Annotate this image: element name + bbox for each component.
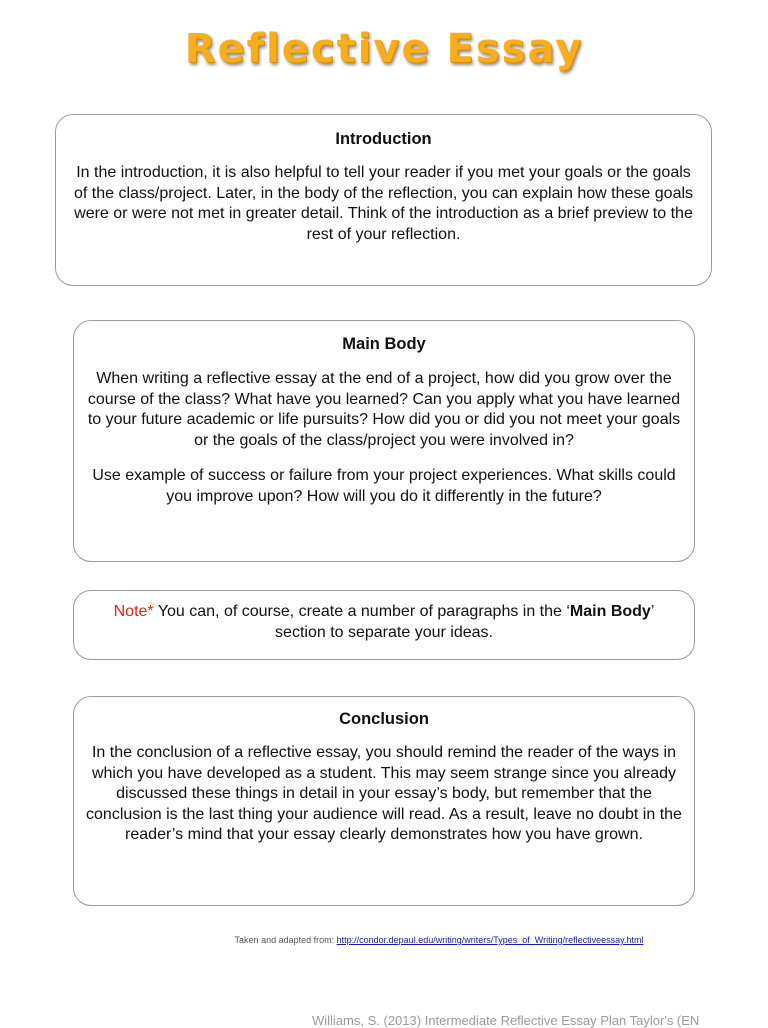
- note-text-after: ’ section to separate your ideas.: [275, 603, 655, 641]
- main-body-section: [73, 320, 695, 562]
- source-prefix: Taken and adapted from:: [234, 935, 337, 945]
- footer-citation: Williams, S. (2013) Intermediate Reflective Essay Plan Taylor's (EN: [312, 1013, 700, 1028]
- introduction-heading: Introduction: [335, 130, 432, 148]
- note-text-before: You can, of course, create a number of paragraphs in the ‘: [153, 603, 570, 620]
- note-section: [73, 590, 695, 660]
- main-body-paragraph-2: Use example of success or failure from your project experiences. What skills could you improve upon? How will you do it differently in the future?: [92, 467, 676, 505]
- main-body-paragraph-1: When writing a reflective essay at the end of a project, how did you grow over the course of the class? What have you learned? Can you apply what you have learned to your future academic or life pursuits? How did you or did you not meet your goals or the goals of the class/project you were involved in?: [87, 370, 681, 449]
- conclusion-text: In the conclusion of a reflective essay, you should remind the reader of the ways in which you have developed as a student. This may seem strange since you already discussed these things in detail in your essay’s body, but remember that the conclusion is the last thing your audience will read. As a result, leave no doubt in the reader’s mind that your essay clearly demonstrates how you have grown.: [86, 744, 682, 843]
- note-emphasis: Main Body: [569, 603, 651, 620]
- introduction-section: [55, 114, 712, 286]
- note-label: Note: [113, 603, 148, 620]
- note-text: [94, 602, 674, 643]
- source-link[interactable]: http://condor.depaul.edu/writing/writers/Types_of_Writing/reflectiveessay.html: [336, 935, 644, 945]
- conclusion-heading: Conclusion: [339, 710, 429, 728]
- note-asterisk: *: [147, 603, 154, 620]
- page-title: Reflective Essay: [184, 26, 584, 72]
- introduction-text: In the introduction, it is also helpful to tell your reader if you met your goals or the goals of the class/project. Later, in the body of the reflection, you can explain how these goals were or were not met in greater detail. Think of the introduction as a brief preview to the rest of your reflection.: [73, 164, 694, 243]
- main-body-heading: Main Body: [342, 335, 426, 353]
- conclusion-section: [73, 696, 695, 906]
- source-attribution: [0, 935, 768, 945]
